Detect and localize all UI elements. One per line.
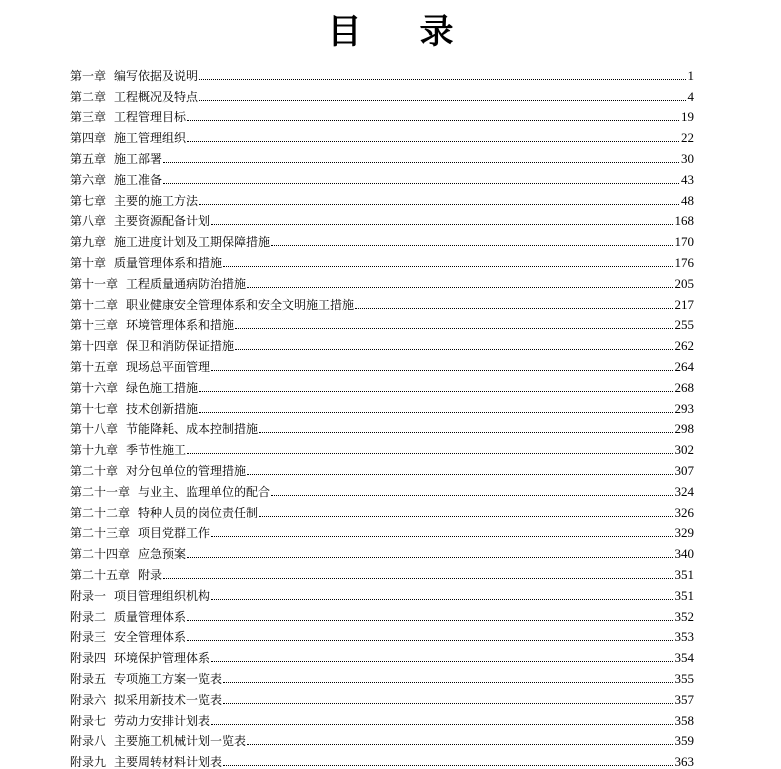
toc-page-number: 176 [674, 254, 694, 270]
toc-entry-label [70, 734, 246, 748]
toc-entry-label [70, 693, 222, 707]
title-char-1: 目 [327, 12, 362, 52]
toc-chapter-title: 环境保护管理体系 [114, 651, 211, 666]
toc-entry[interactable] [70, 228, 694, 249]
toc-dot-leader [211, 535, 672, 537]
toc-entry[interactable] [70, 707, 694, 728]
toc-dot-leader [247, 743, 672, 745]
toc-chapter-number: 附录七 [70, 713, 107, 728]
toc-entry[interactable] [70, 104, 694, 125]
toc-page-number: 255 [674, 317, 694, 333]
toc-entry-label [70, 547, 186, 561]
toc-dot-leader [199, 411, 672, 413]
toc-dot-leader [271, 244, 672, 246]
toc-page-number: 205 [674, 275, 694, 291]
toc-chapter-title: 工程概况及特点 [114, 89, 199, 104]
toc-chapter-title: 项目管理组织机构 [114, 588, 211, 603]
toc-chapter-title: 施工准备 [114, 172, 163, 187]
toc-dot-leader [235, 327, 672, 329]
toc-chapter-number: 第十二章 [70, 297, 119, 312]
toc-dot-leader [187, 452, 672, 454]
toc-entry-label [70, 568, 162, 582]
toc-entry-label [70, 714, 210, 728]
toc-entry-label [70, 610, 186, 624]
toc-entry[interactable] [70, 478, 694, 499]
toc-entry[interactable] [70, 561, 694, 582]
toc-page-number: 4 [687, 88, 694, 104]
toc-chapter-title: 附录 [138, 567, 163, 582]
toc-chapter-title: 质量管理体系和措施 [114, 255, 223, 270]
toc-entry[interactable] [70, 644, 694, 665]
toc-dot-leader [163, 577, 672, 579]
toc-dot-leader [211, 369, 672, 371]
toc-dot-leader [223, 265, 672, 267]
toc-entry[interactable] [70, 312, 694, 333]
toc-chapter-title: 劳动力安排计划表 [114, 713, 211, 728]
toc-chapter-title: 环境管理体系和措施 [126, 318, 235, 333]
toc-entry-label [70, 672, 222, 686]
toc-chapter-number: 第九章 [70, 235, 107, 250]
toc-page-number: 262 [674, 338, 694, 354]
toc-chapter-number: 附录六 [70, 692, 107, 707]
toc-page-number: 354 [674, 650, 694, 666]
page-title [0, 10, 781, 54]
toc-chapter-number: 第二十二章 [70, 505, 131, 520]
toc-entry-label [70, 506, 258, 520]
toc-entry-label [70, 464, 246, 478]
toc-dot-leader [259, 515, 672, 517]
toc-page-number: 363 [674, 754, 694, 769]
toc-page-number: 298 [674, 421, 694, 437]
toc-entry[interactable] [70, 436, 694, 457]
table-of-contents [70, 62, 694, 769]
toc-entry[interactable] [70, 208, 694, 229]
toc-chapter-title: 主要施工机械计划一览表 [114, 734, 247, 749]
toc-dot-leader [247, 286, 672, 288]
toc-chapter-number: 第十四章 [70, 339, 119, 354]
toc-page-number: 351 [674, 566, 694, 582]
toc-page-number: 351 [674, 587, 694, 603]
toc-dot-leader [187, 556, 672, 558]
toc-chapter-number: 附录四 [70, 651, 107, 666]
toc-dot-leader [187, 140, 679, 142]
toc-chapter-number: 第二十三章 [70, 526, 131, 541]
toc-chapter-title: 施工管理组织 [114, 131, 187, 146]
toc-chapter-title: 主要资源配备计划 [114, 214, 211, 229]
toc-chapter-number: 附录二 [70, 609, 107, 624]
toc-chapter-title: 季节性施工 [126, 443, 187, 458]
toc-entry[interactable] [70, 665, 694, 686]
toc-entry[interactable] [70, 395, 694, 416]
toc-entry[interactable] [70, 499, 694, 520]
toc-chapter-number: 第十六章 [70, 380, 119, 395]
toc-entry[interactable] [70, 728, 694, 749]
toc-chapter-number: 第七章 [70, 193, 107, 208]
toc-dot-leader [163, 161, 679, 163]
toc-chapter-number: 第十章 [70, 255, 107, 270]
toc-entry-label [70, 339, 234, 353]
toc-entry-label [70, 214, 210, 228]
toc-page-number: 19 [681, 109, 694, 125]
toc-chapter-title: 特种人员的岗位责任制 [138, 505, 259, 520]
toc-chapter-number: 附录三 [70, 630, 107, 645]
toc-chapter-title: 编写依据及说明 [114, 68, 199, 83]
toc-page-number: 324 [674, 483, 694, 499]
toc-chapter-number: 第四章 [70, 131, 107, 146]
toc-dot-leader [247, 473, 672, 475]
toc-chapter-number: 第三章 [70, 110, 107, 125]
toc-dot-leader [187, 119, 679, 121]
toc-entry[interactable] [70, 291, 694, 312]
toc-chapter-title: 节能降耗、成本控制措施 [126, 422, 259, 437]
toc-entry-label [70, 90, 198, 104]
toc-chapter-number: 第二十四章 [70, 547, 131, 562]
toc-entry[interactable] [70, 62, 694, 83]
toc-chapter-number: 第二十一章 [70, 484, 131, 499]
toc-dot-leader [187, 619, 672, 621]
toc-entry-label [70, 443, 186, 457]
toc-page-number: 355 [674, 670, 694, 686]
toc-chapter-number: 第二十五章 [70, 567, 131, 582]
toc-chapter-number: 第十八章 [70, 422, 119, 437]
toc-dot-leader [187, 639, 672, 641]
toc-entry-label [70, 485, 270, 499]
toc-chapter-title: 保卫和消防保证措施 [126, 339, 235, 354]
toc-page-number: 168 [674, 213, 694, 229]
toc-page-number: 359 [674, 733, 694, 749]
toc-entry[interactable] [70, 187, 694, 208]
toc-entry[interactable] [70, 520, 694, 541]
toc-dot-leader [211, 223, 672, 225]
toc-entry-label [70, 173, 162, 187]
toc-entry-label [70, 651, 210, 665]
toc-page-number: 302 [674, 442, 694, 458]
toc-chapter-title: 技术创新措施 [126, 401, 199, 416]
toc-entry-label [70, 298, 354, 312]
toc-chapter-number: 第十五章 [70, 359, 119, 374]
toc-dot-leader [199, 99, 685, 101]
toc-chapter-title: 质量管理体系 [114, 609, 187, 624]
toc-entry-label [70, 318, 234, 332]
toc-chapter-number: 附录九 [70, 755, 107, 769]
toc-page-number: 307 [674, 462, 694, 478]
toc-page-number: 48 [681, 192, 694, 208]
toc-chapter-number: 第二章 [70, 89, 107, 104]
toc-entry[interactable] [70, 457, 694, 478]
toc-chapter-title: 与业主、监理单位的配合 [138, 484, 271, 499]
toc-chapter-title: 主要的施工方法 [114, 193, 199, 208]
toc-page-number: 352 [674, 608, 694, 624]
toc-entry-label [70, 110, 186, 124]
toc-chapter-number: 附录五 [70, 671, 107, 686]
toc-chapter-number: 第十一章 [70, 276, 119, 291]
toc-entry[interactable] [70, 416, 694, 437]
toc-entry[interactable] [70, 374, 694, 395]
toc-entry[interactable] [70, 603, 694, 624]
toc-dot-leader [355, 307, 672, 309]
toc-chapter-number: 第八章 [70, 214, 107, 229]
toc-entry[interactable] [70, 83, 694, 104]
toc-entry[interactable] [70, 270, 694, 291]
toc-page-number: 358 [674, 712, 694, 728]
toc-chapter-title: 对分包单位的管理措施 [126, 463, 247, 478]
toc-chapter-title: 工程质量通病防治措施 [126, 276, 247, 291]
toc-page-number: 217 [674, 296, 694, 312]
toc-chapter-title: 安全管理体系 [114, 630, 187, 645]
toc-entry-label [70, 194, 198, 208]
toc-chapter-title: 项目党群工作 [138, 526, 211, 541]
toc-entry[interactable] [70, 686, 694, 707]
toc-entry-label [70, 256, 222, 270]
toc-dot-leader [235, 348, 672, 350]
toc-chapter-number: 第十三章 [70, 318, 119, 333]
toc-dot-leader [199, 78, 685, 80]
toc-entry[interactable] [70, 145, 694, 166]
toc-dot-leader [163, 182, 679, 184]
toc-entry-label [70, 360, 210, 374]
toc-entry[interactable] [70, 624, 694, 645]
toc-chapter-title: 职业健康安全管理体系和安全文明施工措施 [126, 297, 355, 312]
toc-page-number: 329 [674, 525, 694, 541]
toc-dot-leader [271, 494, 672, 496]
toc-chapter-title: 主要周转材料计划表 [114, 755, 223, 769]
toc-chapter-title: 施工部署 [114, 151, 163, 166]
toc-chapter-title: 拟采用新技术一览表 [114, 692, 223, 707]
toc-chapter-number: 附录一 [70, 588, 107, 603]
toc-entry[interactable] [70, 124, 694, 145]
toc-page-number: 357 [674, 691, 694, 707]
toc-chapter-number: 第六章 [70, 172, 107, 187]
toc-chapter-title: 绿色施工措施 [126, 380, 199, 395]
toc-entry[interactable] [70, 249, 694, 270]
toc-chapter-title: 专项施工方案一览表 [114, 671, 223, 686]
toc-chapter-title: 工程管理目标 [114, 110, 187, 125]
toc-entry-label [70, 526, 210, 540]
title-char-2: 录 [419, 12, 454, 52]
toc-entry-label [70, 422, 258, 436]
toc-entry-label [70, 402, 198, 416]
toc-entry-label [70, 589, 210, 603]
toc-chapter-number: 第二十章 [70, 463, 119, 478]
toc-chapter-number: 第一章 [70, 68, 107, 83]
toc-dot-leader [199, 390, 672, 392]
toc-page-number: 1 [687, 67, 694, 83]
toc-dot-leader [259, 431, 672, 433]
toc-chapter-number: 第五章 [70, 151, 107, 166]
toc-entry[interactable] [70, 353, 694, 374]
toc-page-number: 264 [674, 358, 694, 374]
toc-entry[interactable] [70, 540, 694, 561]
toc-chapter-number: 第十七章 [70, 401, 119, 416]
toc-chapter-title: 施工进度计划及工期保障措施 [114, 235, 271, 250]
toc-dot-leader [211, 598, 672, 600]
toc-dot-leader [211, 660, 672, 662]
toc-page-number: 326 [674, 504, 694, 520]
toc-page-number: 43 [681, 171, 694, 187]
toc-entry-label [70, 152, 162, 166]
toc-page-number: 170 [674, 234, 694, 250]
toc-page-number: 30 [681, 150, 694, 166]
toc-entry-label [70, 277, 246, 291]
toc-dot-leader [211, 723, 672, 725]
toc-chapter-title: 应急预案 [138, 547, 187, 562]
toc-chapter-number: 第十九章 [70, 443, 119, 458]
toc-entry[interactable] [70, 332, 694, 353]
toc-chapter-title: 现场总平面管理 [126, 359, 211, 374]
toc-entry[interactable] [70, 582, 694, 603]
toc-entry-label [70, 235, 270, 249]
toc-entry-label [70, 69, 198, 83]
toc-entry-label [70, 755, 222, 769]
toc-entry-label [70, 630, 186, 644]
toc-chapter-number: 附录八 [70, 734, 107, 749]
toc-page-number: 268 [674, 379, 694, 395]
toc-page-number: 340 [674, 546, 694, 562]
toc-entry-label [70, 131, 186, 145]
toc-page-number: 353 [674, 629, 694, 645]
toc-page-number: 293 [674, 400, 694, 416]
toc-dot-leader [223, 702, 672, 704]
toc-dot-leader [223, 681, 672, 683]
toc-page-number: 22 [681, 130, 694, 146]
toc-dot-leader [199, 203, 679, 205]
toc-entry[interactable] [70, 166, 694, 187]
toc-entry-label [70, 381, 198, 395]
